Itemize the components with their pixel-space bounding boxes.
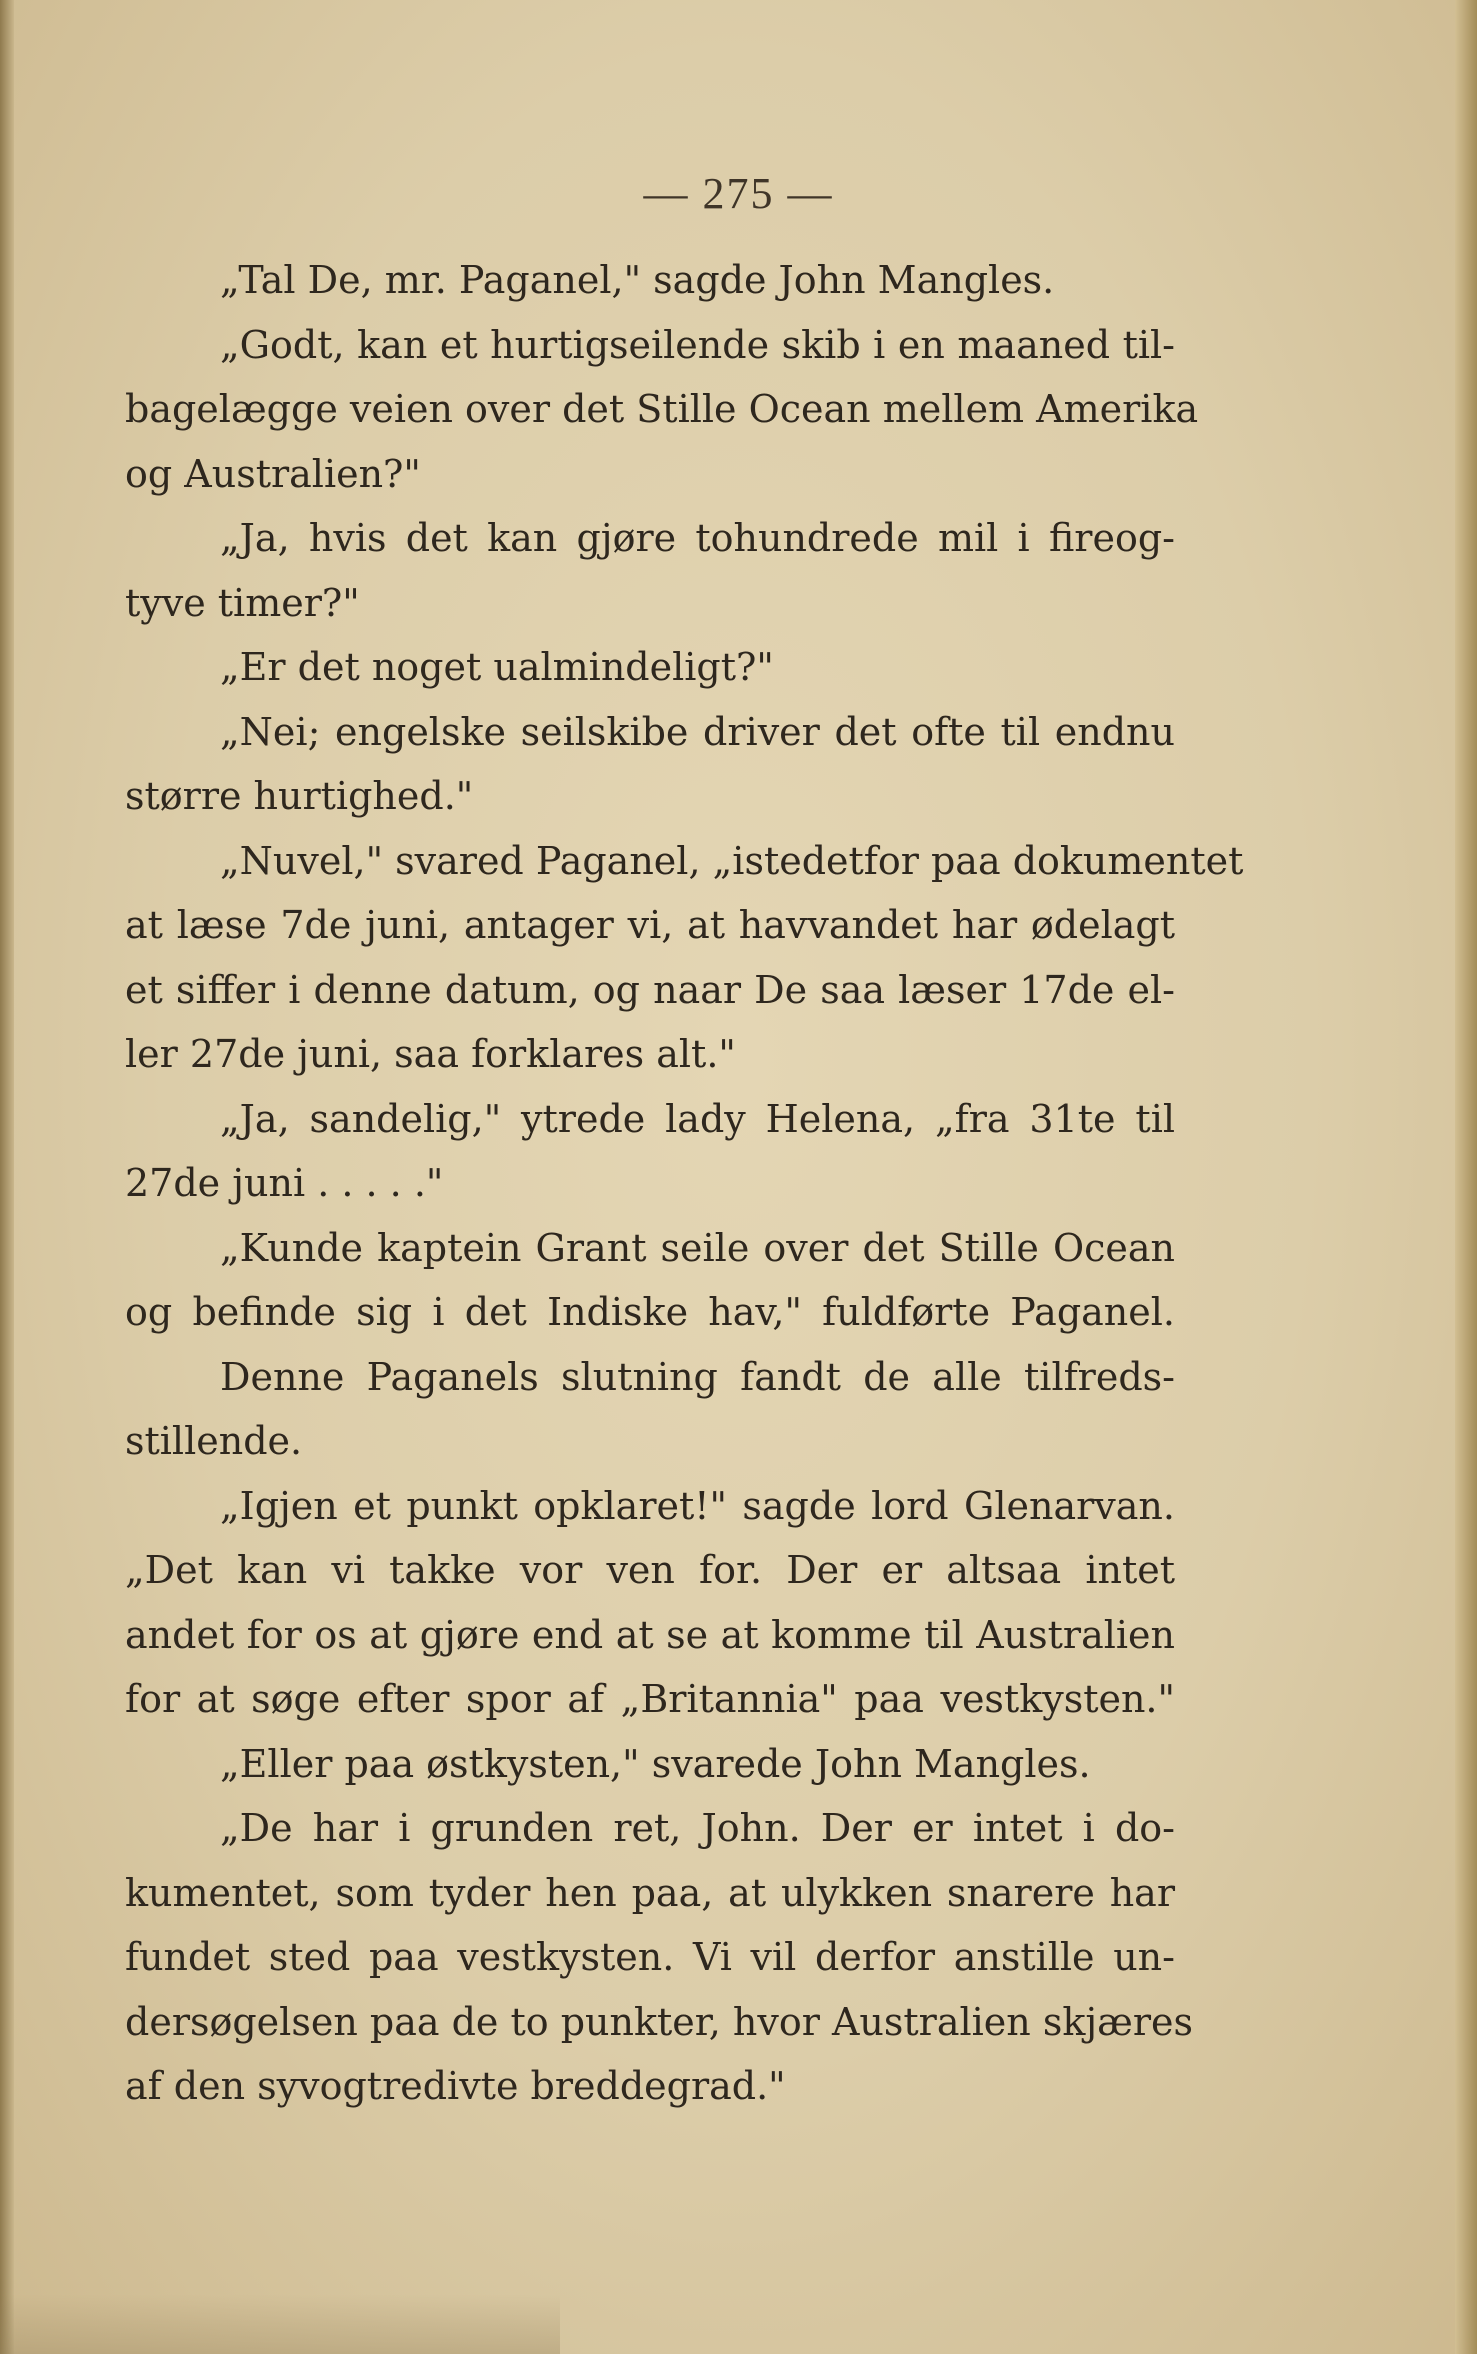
text-line: „Det kan vi takke vor ven for. Der er altsaa intet <box>125 1548 1175 1592</box>
text-line: „Kunde kaptein Grant seile over det Stille Ocean <box>220 1225 1175 1270</box>
text-line: at læse 7de juni, antager vi, at havvandet har ødelagt <box>125 903 1175 947</box>
text-line: Denne Paganels slutning fandt de alle tilfreds- <box>220 1354 1175 1399</box>
text-line: kumentet, som tyder hen paa, at ulykken snarere har <box>125 1870 1175 1915</box>
text-line: dersøgelsen paa de to punkter, hvor Australien skjæres <box>125 1999 1194 2044</box>
text-line: „Eller paa østkysten," svarede John Mangles. <box>220 1741 1091 1786</box>
text-line: og befinde sig i det Indiske hav," fuldførte Paganel. <box>125 1290 1175 1334</box>
text-line: „Tal De, mr. Paganel," sagde John Mangles. <box>220 258 1055 302</box>
text-line: „Ja, hvis det kan gjøre tohundrede mil i fireog- <box>220 516 1175 560</box>
text-line: „Igjen et punkt opklaret!" sagde lord Glenarvan. <box>220 1483 1175 1528</box>
text-line: af den syvogtredivte breddegrad." <box>125 2064 786 2108</box>
page-edge-right <box>1455 0 1477 2354</box>
text-line: tyve timer?" <box>125 580 360 625</box>
text-line: og Australien?" <box>125 451 421 496</box>
text-line: 27de juni . . . . ." <box>125 1161 444 1205</box>
text-line: „Er det noget ualmindeligt?" <box>220 645 774 689</box>
page-edge-bottom <box>0 2294 560 2354</box>
text-line: „Nuvel," svared Paganel, „istedetfor paa dokumentet <box>220 838 1244 883</box>
text-line: fundet sted paa vestkysten. Vi vil derfor anstille un- <box>125 1935 1175 1979</box>
page-number: — 275 — <box>643 169 834 218</box>
text-line: „Godt, kan et hurtigseilende skib i en maaned til- <box>220 322 1175 367</box>
text-line: stillende. <box>125 1419 303 1463</box>
text-line: bagelægge veien over det Stille Ocean mellem Amerika <box>125 387 1199 431</box>
text-line: „De har i grunden ret, John. Der er intet i do- <box>220 1806 1175 1850</box>
body-text <box>125 248 1244 2119</box>
text-line: for at søge efter spor af „Britannia" paa vestkysten." <box>125 1677 1175 1721</box>
text-line: større hurtighed." <box>125 774 474 818</box>
page-edge-left <box>0 0 14 2354</box>
text-line: „Ja, sandelig," ytrede lady Helena, „fra 31te til <box>220 1096 1175 1141</box>
text-line: andet for os at gjøre end at se at komme til Australien <box>125 1612 1175 1657</box>
text-line: ler 27de juni, saa forklares alt." <box>125 1032 736 1076</box>
text-line: „Nei; engelske seilskibe driver det ofte til endnu <box>220 709 1175 754</box>
text-line: et siffer i denne datum, og naar De saa læser 17de el- <box>125 967 1175 1012</box>
